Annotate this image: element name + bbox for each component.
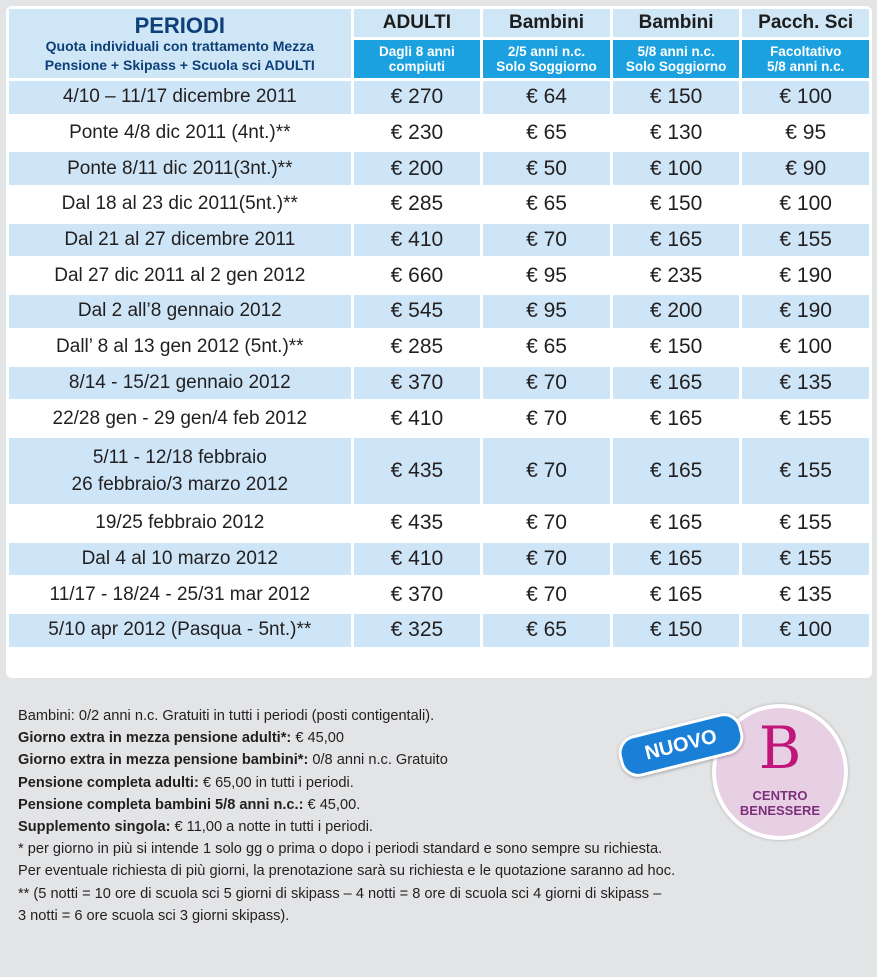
price-adulti: € 410 xyxy=(354,224,481,257)
price-sci: € 190 xyxy=(742,259,869,292)
price-adulti: € 285 xyxy=(354,331,481,364)
price-adulti: € 230 xyxy=(354,117,481,150)
price-bambini-5-8: € 150 xyxy=(613,81,740,114)
price-table xyxy=(6,6,872,650)
price-bambini-5-8: € 235 xyxy=(613,259,740,292)
price-sci: € 190 xyxy=(742,295,869,328)
note-bambini-gratuiti: Bambini: 0/2 anni n.c. Gratuiti in tutti i periodi (posti contigentali). xyxy=(18,708,435,724)
price-bambini-2-5: € 65 xyxy=(483,188,610,221)
price-bambini-2-5: € 95 xyxy=(483,295,610,328)
price-adulti: € 435 xyxy=(354,507,481,540)
header-periods xyxy=(9,9,351,78)
subheader-line: 5/8 anni n.c. xyxy=(767,59,845,74)
period-cell: Dal 21 al 27 dicembre 2011 xyxy=(9,224,351,257)
price-adulti: € 660 xyxy=(354,259,481,292)
period-cell: Ponte 4/8 dic 2011 (4nt.)** xyxy=(9,117,351,150)
subheader-line: compiuti xyxy=(388,59,446,74)
period-cell: Dal 2 all’8 gennaio 2012 xyxy=(9,295,351,328)
note-giorno-in-piu: * per giorno in più si intende 1 solo gg o prima o dopo i periodi standard e sono sempre su richiesta. xyxy=(18,841,663,858)
price-bambini-2-5: € 70 xyxy=(483,543,610,576)
period-cell: 8/14 - 15/21 gennaio 2012 xyxy=(9,367,351,400)
note-label: Pensione completa bambini 5/8 anni n.c.: xyxy=(18,796,304,813)
price-adulti: € 325 xyxy=(354,614,481,647)
price-bambini-5-8: € 165 xyxy=(613,402,740,435)
price-sci: € 155 xyxy=(742,543,869,576)
price-adulti: € 270 xyxy=(354,81,481,114)
header-bambini-5-8: Bambini xyxy=(613,9,740,37)
period-cell: Dall’ 8 al 13 gen 2012 (5nt.)** xyxy=(9,331,351,364)
subheader-line: 5/8 anni n.c. xyxy=(637,44,715,59)
subheader-adulti xyxy=(354,40,481,78)
table-row xyxy=(9,614,869,647)
price-bambini-2-5: € 65 xyxy=(483,331,610,364)
price-bambini-5-8: € 165 xyxy=(613,543,740,576)
note-value: € 65,00 in tutti i periodi. xyxy=(198,774,354,791)
table-row xyxy=(9,331,869,364)
period-cell: 22/28 gen - 29 gen/4 feb 2012 xyxy=(9,402,351,435)
price-table-container xyxy=(6,6,872,678)
subheader-bambini-5-8 xyxy=(613,40,740,78)
table-row xyxy=(9,152,869,185)
table-row xyxy=(9,224,869,257)
price-adulti: € 370 xyxy=(354,367,481,400)
table-row xyxy=(9,543,869,576)
period-cell: Dal 27 dic 2011 al 2 gen 2012 xyxy=(9,259,351,292)
note-label: Giorno extra in mezza pensione bambini*: xyxy=(18,752,309,769)
table-row xyxy=(9,117,869,150)
price-bambini-2-5: € 70 xyxy=(483,402,610,435)
table-row xyxy=(9,81,869,114)
price-bambini-2-5: € 65 xyxy=(483,117,610,150)
price-adulti: € 285 xyxy=(354,188,481,221)
badge-label-line-2: BENESSERE xyxy=(739,803,821,818)
note-value: 0/8 anni n.c. Gratuito xyxy=(308,752,448,769)
header-periods-subtitle-2: Pensione + Skipass + Scuola sci ADULTI xyxy=(44,56,315,73)
note-value: € 45,00. xyxy=(303,796,361,813)
badge-label-line-1: CENTRO xyxy=(752,788,808,803)
price-bambini-5-8: € 165 xyxy=(613,507,740,540)
period-cell: 4/10 – 11/17 dicembre 2011 xyxy=(9,81,351,114)
period-line-2: 26 febbraio/3 marzo 2012 xyxy=(71,473,289,495)
price-bambini-5-8: € 165 xyxy=(613,578,740,611)
period-cell: Dal 18 al 23 dic 2011(5nt.)** xyxy=(9,188,351,221)
badge-logo-letter: B xyxy=(758,714,802,782)
period-cell: 11/17 - 18/24 - 25/31 mar 2012 xyxy=(9,578,351,611)
centro-benessere-badge xyxy=(642,700,860,840)
subheader-line: Facoltativo xyxy=(770,44,842,59)
price-sci: € 100 xyxy=(742,614,869,647)
subheader-pacchetto-sci xyxy=(742,40,869,78)
price-bambini-5-8: € 200 xyxy=(613,295,740,328)
price-sci: € 100 xyxy=(742,188,869,221)
price-adulti: € 410 xyxy=(354,543,481,576)
table-row xyxy=(9,402,869,435)
table-row xyxy=(9,367,869,400)
price-sci: € 155 xyxy=(742,438,869,504)
price-sci: € 155 xyxy=(742,402,869,435)
table-row xyxy=(9,438,869,504)
period-cell: 5/10 apr 2012 (Pasqua - 5nt.)** xyxy=(9,614,351,647)
price-bambini-2-5: € 70 xyxy=(483,578,610,611)
note-pacchetti-1: ** (5 notti = 10 ore di scuola sci 5 giorni di skipass – 4 notti = 8 ore di scuola sci 4 giorni di skipass – xyxy=(18,885,662,902)
subheader-line: Dagli 8 anni xyxy=(379,44,455,59)
price-sci: € 100 xyxy=(742,331,869,364)
price-adulti: € 410 xyxy=(354,402,481,435)
period-cell: Ponte 8/11 dic 2011(3nt.)** xyxy=(9,152,351,185)
price-sci: € 135 xyxy=(742,578,869,611)
subheader-line: Solo Soggiorno xyxy=(625,59,727,74)
price-bambini-5-8: € 100 xyxy=(613,152,740,185)
subheader-line: Solo Soggiorno xyxy=(496,59,597,74)
price-bambini-2-5: € 70 xyxy=(483,367,610,400)
price-adulti: € 200 xyxy=(354,152,481,185)
price-adulti: € 370 xyxy=(354,578,481,611)
price-bambini-5-8: € 150 xyxy=(613,614,740,647)
price-bambini-2-5: € 70 xyxy=(483,507,610,540)
price-bambini-5-8: € 130 xyxy=(613,117,740,150)
subheader-line: 2/5 anni n.c. xyxy=(507,44,586,59)
note-label: Supplemento singola: xyxy=(18,819,171,836)
price-bambini-5-8: € 165 xyxy=(613,367,740,400)
table-row xyxy=(9,188,869,221)
period-cell: 19/25 febbraio 2012 xyxy=(9,507,351,540)
price-adulti: € 545 xyxy=(354,295,481,328)
table-row xyxy=(9,259,869,292)
price-bambini-5-8: € 165 xyxy=(613,438,740,504)
price-sci: € 135 xyxy=(742,367,869,400)
price-sci: € 100 xyxy=(742,81,869,114)
price-bambini-2-5: € 70 xyxy=(483,438,610,504)
period-line-1: 5/11 - 12/18 febbraio xyxy=(92,446,267,468)
note-value: € 45,00 xyxy=(291,730,345,747)
note-label: Giorno extra in mezza pensione adulti*: xyxy=(18,730,292,747)
price-adulti: € 435 xyxy=(354,438,481,504)
note-label: Pensione completa adulti: xyxy=(18,774,199,791)
price-bambini-5-8: € 150 xyxy=(613,188,740,221)
price-sci: € 155 xyxy=(742,507,869,540)
price-bambini-2-5: € 64 xyxy=(483,81,610,114)
table-row xyxy=(9,578,869,611)
period-cell: Dal 4 al 10 marzo 2012 xyxy=(9,543,351,576)
price-sci: € 90 xyxy=(742,152,869,185)
note-pacchetti-2: 3 notti = 6 ore scuola sci 3 giorni skipass). xyxy=(18,907,290,924)
price-sci: € 95 xyxy=(742,117,869,150)
badge-label xyxy=(716,788,844,818)
header-adulti: ADULTI xyxy=(354,9,481,37)
price-bambini-2-5: € 70 xyxy=(483,224,610,257)
note-value: € 11,00 a notte in tutti i periodi. xyxy=(170,819,373,836)
subheader-bambini-2-5 xyxy=(483,40,610,78)
header-periods-subtitle-1: Quota individuali con trattamento Mezza xyxy=(45,37,314,54)
header-bambini-2-5: Bambini xyxy=(483,9,610,37)
table-row xyxy=(9,507,869,540)
note-richiesta: Per eventuale richiesta di più giorni, la prenotazione sarà su richiesta e le quotazione saranno ad hoc. xyxy=(18,863,676,880)
table-row xyxy=(9,295,869,328)
period-cell xyxy=(9,438,351,504)
price-bambini-5-8: € 150 xyxy=(613,331,740,364)
price-bambini-2-5: € 65 xyxy=(483,614,610,647)
nuovo-ribbon: NUOVO xyxy=(615,709,747,780)
price-sci: € 155 xyxy=(742,224,869,257)
price-bambini-5-8: € 165 xyxy=(613,224,740,257)
price-bambini-2-5: € 95 xyxy=(483,259,610,292)
price-bambini-2-5: € 50 xyxy=(483,152,610,185)
header-periods-title: PERIODI xyxy=(134,12,226,38)
header-pacchetto-sci: Pacch. Sci xyxy=(742,9,869,37)
